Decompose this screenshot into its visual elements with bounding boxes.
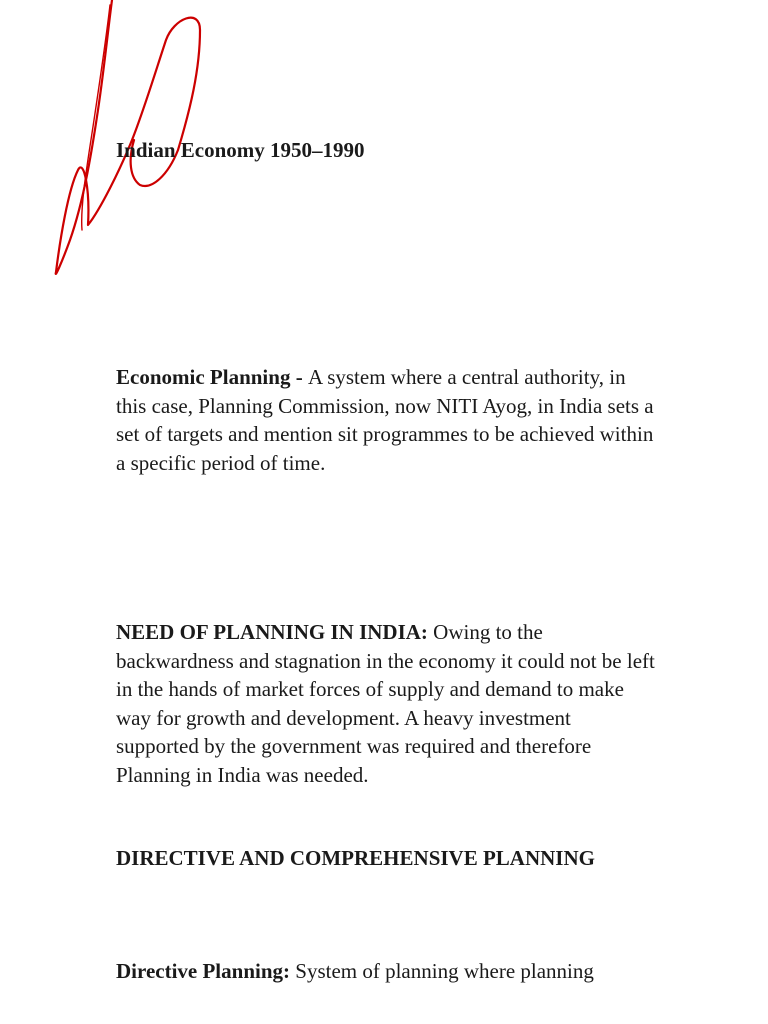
- term-economic-planning: Economic Planning -: [116, 365, 308, 389]
- signature-stroke-inner: [82, 5, 110, 230]
- definition-directive-planning: System of planning where planning: [290, 959, 594, 983]
- paragraph-need-of-planning: [116, 618, 656, 789]
- document-title: Indian Economy 1950–1990: [116, 138, 365, 162]
- definition-economic-planning: A system where a central authority, in this case, Planning Commission, now NITI Ayog, in India sets a set of targets and mention sit programmes to be achieved within a specific period of time.: [116, 365, 654, 475]
- body-need-of-planning: Owing to the backwardness and stagnation in the economy it could not be left in the hands of market forces of supply and demand to make way for growth and development. A heavy investment supported by the government was required and therefore Planning in India was needed.: [116, 620, 655, 787]
- paragraph-directive-planning: [116, 957, 656, 986]
- heading-directive-comprehensive: DIRECTIVE AND COMPREHENSIVE PLANNING: [116, 846, 595, 870]
- term-directive-planning: Directive Planning:: [116, 959, 291, 983]
- heading-need-of-planning: NEED OF PLANNING IN INDIA:: [116, 620, 428, 644]
- paragraph-economic-planning: [116, 363, 656, 477]
